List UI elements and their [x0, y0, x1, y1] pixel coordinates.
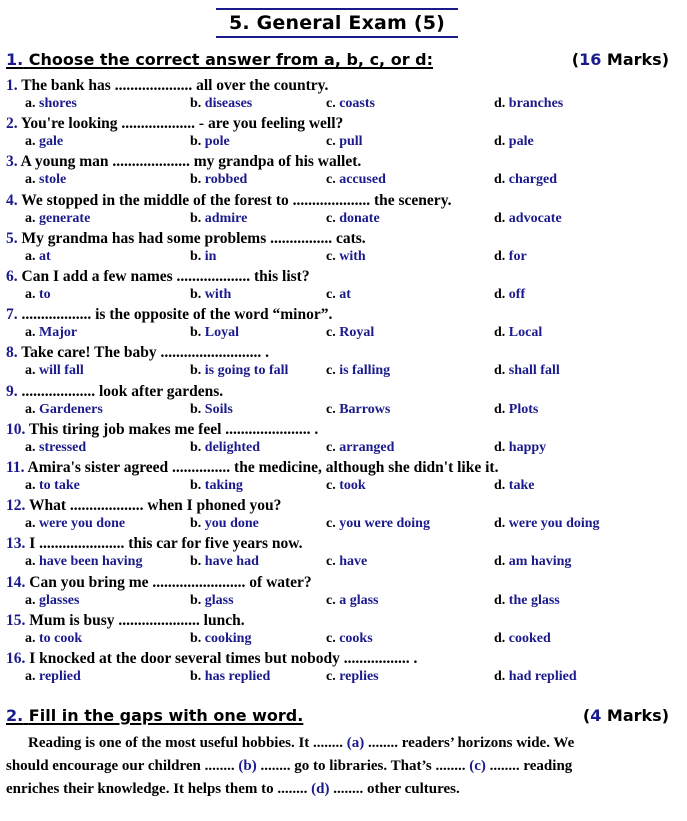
- question-1: [6, 77, 328, 95]
- option-letter: d.: [494, 363, 509, 379]
- question-5: [6, 230, 366, 248]
- options-row: [0, 325, 687, 343]
- option-text: branches: [508, 96, 564, 111]
- option-letter: d.: [494, 669, 509, 684]
- option-c[interactable]: [326, 554, 367, 570]
- option-text: cooks: [339, 630, 373, 646]
- option-text: Major: [39, 325, 78, 341]
- options-row: [0, 669, 687, 687]
- option-d[interactable]: [494, 478, 534, 494]
- option-d[interactable]: [494, 363, 560, 379]
- question-8: [6, 344, 269, 362]
- question-10: [6, 421, 318, 439]
- option-text: pole: [204, 134, 230, 150]
- option-text: Plots: [508, 401, 539, 417]
- question-9: [6, 383, 223, 401]
- options-row: [0, 554, 687, 572]
- option-letter: b.: [190, 630, 205, 646]
- option-b[interactable]: [190, 211, 247, 227]
- question-number: 16.: [6, 650, 26, 667]
- option-text: has replied: [204, 669, 271, 684]
- options-row: [0, 172, 687, 190]
- option-letter: b.: [190, 96, 205, 111]
- cloze-paragraph: [6, 732, 646, 801]
- option-letter: b.: [190, 592, 205, 608]
- option-text: advocate: [508, 210, 562, 226]
- option-text: diseases: [204, 96, 253, 111]
- option-d[interactable]: [494, 325, 542, 341]
- option-letter: b.: [190, 478, 205, 493]
- option-text: generate: [39, 210, 91, 226]
- option-text: pale: [508, 134, 534, 150]
- option-letter: c.: [326, 172, 340, 188]
- option-c[interactable]: [326, 211, 380, 227]
- gap-b: (b): [238, 758, 257, 774]
- question-text: What ................... when I phoned you?: [25, 497, 282, 515]
- option-d[interactable]: [494, 134, 534, 150]
- option-letter: c.: [326, 287, 340, 302]
- option-text: glass: [204, 592, 234, 608]
- question-number: 12.: [6, 497, 26, 515]
- option-b[interactable]: [190, 134, 230, 150]
- option-letter: d.: [494, 592, 509, 608]
- question-6: [6, 268, 310, 286]
- option-text: to cook: [39, 630, 83, 646]
- option-text: the glass: [508, 592, 560, 608]
- paragraph-line-3: enriches their knowledge. It helps them to ........ (d) ........ other cultures.: [6, 781, 460, 797]
- option-text: you were doing: [339, 516, 430, 532]
- option-text: is going to fall: [204, 363, 289, 379]
- option-text: had replied: [508, 669, 577, 684]
- option-text: shall fall: [508, 363, 560, 379]
- option-b[interactable]: [190, 631, 251, 647]
- option-letter: c.: [326, 439, 340, 455]
- option-b[interactable]: [190, 249, 216, 265]
- option-a[interactable]: [25, 402, 103, 418]
- section-1-heading: 1. Choose the correct answer from a, b, c, or d:: [6, 50, 434, 69]
- option-letter: b.: [190, 287, 205, 302]
- option-a[interactable]: [25, 96, 77, 112]
- option-c[interactable]: [326, 669, 379, 685]
- option-c[interactable]: [326, 478, 366, 494]
- exam-title-block: [216, 8, 458, 38]
- question-number: 9.: [6, 382, 18, 400]
- option-letter: d.: [494, 172, 509, 188]
- option-text: admire: [204, 210, 248, 226]
- question-number: 14.: [6, 573, 26, 591]
- option-text: shores: [39, 96, 77, 111]
- option-letter: c.: [326, 134, 340, 150]
- options-row: [0, 96, 687, 114]
- question-number: 1.: [6, 77, 18, 94]
- option-a[interactable]: [25, 325, 77, 341]
- option-text: coasts: [339, 96, 375, 111]
- question-number: 3.: [6, 153, 18, 171]
- option-d[interactable]: [494, 402, 538, 418]
- option-letter: a.: [25, 669, 39, 684]
- option-c[interactable]: [326, 440, 394, 456]
- option-letter: a.: [25, 478, 39, 493]
- option-letter: a.: [25, 210, 39, 226]
- option-text: arranged: [339, 439, 395, 455]
- option-a[interactable]: [25, 478, 80, 494]
- option-letter: d.: [494, 401, 509, 417]
- option-d[interactable]: [494, 249, 527, 265]
- question-number: 5.: [6, 229, 18, 247]
- option-text: will fall: [39, 363, 84, 379]
- option-b[interactable]: [190, 478, 243, 494]
- option-d[interactable]: [494, 631, 551, 647]
- options-row: [0, 249, 687, 267]
- options-row: [0, 478, 687, 496]
- option-text: for: [508, 248, 527, 264]
- option-c[interactable]: [326, 134, 363, 150]
- option-d[interactable]: [494, 211, 562, 227]
- option-text: Soils: [204, 401, 233, 417]
- option-b[interactable]: [190, 516, 259, 532]
- option-text: glasses: [39, 592, 80, 608]
- question-number: 15.: [6, 611, 26, 629]
- option-b[interactable]: [190, 554, 259, 570]
- option-letter: a.: [25, 325, 39, 341]
- option-d[interactable]: [494, 669, 577, 685]
- option-c[interactable]: [326, 631, 373, 647]
- option-letter: b.: [190, 325, 205, 341]
- gap-d: (d): [311, 781, 330, 797]
- option-text: in: [204, 248, 217, 264]
- question-text: My grandma has had some problems ................ cats.: [17, 229, 366, 247]
- option-text: charged: [508, 172, 558, 188]
- option-c[interactable]: [326, 593, 379, 609]
- option-c[interactable]: [326, 287, 351, 303]
- question-text: This tiring job makes me feel ...................... .: [25, 420, 319, 438]
- option-text: a glass: [339, 592, 379, 608]
- option-letter: d.: [494, 325, 509, 341]
- options-row: [0, 440, 687, 458]
- question-2: [6, 115, 343, 133]
- option-letter: c.: [326, 325, 340, 341]
- option-text: donate: [339, 210, 380, 226]
- option-letter: c.: [326, 592, 340, 608]
- option-a[interactable]: [25, 516, 125, 532]
- option-letter: a.: [25, 172, 39, 188]
- option-text: replied: [39, 669, 81, 684]
- option-letter: b.: [190, 516, 205, 532]
- option-text: took: [339, 478, 366, 493]
- option-a[interactable]: [25, 554, 142, 570]
- section-1-header: [6, 50, 669, 72]
- option-b[interactable]: [190, 440, 260, 456]
- question-text: Can I add a few names ................... this list?: [17, 268, 310, 285]
- question-text: The bank has .................... all over the country.: [17, 77, 329, 94]
- option-a[interactable]: [25, 440, 86, 456]
- option-text: cooked: [508, 630, 551, 646]
- option-text: have: [339, 554, 368, 570]
- option-text: accused: [339, 172, 386, 188]
- option-d[interactable]: [494, 287, 525, 303]
- option-letter: a.: [25, 96, 39, 111]
- option-b[interactable]: [190, 402, 233, 418]
- option-letter: a.: [25, 401, 39, 417]
- option-letter: b.: [190, 554, 205, 570]
- question-text: I ...................... this car for five years now.: [25, 535, 303, 553]
- options-row: [0, 593, 687, 611]
- option-letter: d.: [494, 516, 509, 532]
- question-text: ................... look after gardens.: [17, 382, 224, 400]
- option-text: off: [508, 287, 526, 302]
- option-letter: c.: [326, 554, 340, 570]
- option-letter: a.: [25, 134, 39, 150]
- section-2-heading: 2. Fill in the gaps with one word.: [6, 706, 304, 725]
- question-text: Amira's sister agreed ............... the medicine, although she didn't like it.: [24, 459, 499, 476]
- option-letter: d.: [494, 96, 509, 111]
- question-number: 6.: [6, 268, 18, 285]
- question-4: [6, 192, 451, 210]
- question-13: [6, 535, 303, 553]
- option-c[interactable]: [326, 325, 374, 341]
- option-text: robbed: [204, 172, 248, 188]
- gap-a: (a): [346, 735, 365, 751]
- option-text: to: [39, 287, 51, 302]
- option-letter: a.: [25, 287, 39, 302]
- option-letter: a.: [25, 554, 39, 570]
- question-text: Mum is busy ..................... lunch.: [25, 611, 245, 629]
- question-text: Can you bring me ........................ of water?: [25, 573, 312, 591]
- option-letter: b.: [190, 401, 205, 417]
- option-text: to take: [39, 478, 80, 493]
- option-text: happy: [508, 439, 547, 455]
- option-letter: c.: [326, 248, 340, 264]
- option-letter: b.: [190, 172, 205, 188]
- option-text: were you doing: [508, 516, 600, 532]
- paragraph-line-1: Reading is one of the most useful hobbies. It ........ (a) ........ readers’ horizons wide. We: [28, 735, 575, 751]
- question-14: [6, 574, 312, 592]
- option-b[interactable]: [190, 325, 239, 341]
- option-text: Gardeners: [39, 401, 103, 417]
- option-text: stole: [39, 172, 67, 188]
- option-d[interactable]: [494, 172, 557, 188]
- option-letter: b.: [190, 248, 205, 264]
- question-text: A young man .................... my grandpa of his wallet.: [17, 153, 362, 171]
- option-text: gale: [39, 134, 64, 150]
- option-letter: b.: [190, 210, 205, 226]
- option-letter: b.: [190, 669, 205, 684]
- option-letter: d.: [494, 630, 509, 646]
- question-12: [6, 497, 281, 515]
- option-letter: a.: [25, 630, 39, 646]
- option-letter: a.: [25, 363, 39, 379]
- option-b[interactable]: [190, 96, 252, 112]
- option-text: with: [339, 248, 366, 264]
- option-d[interactable]: [494, 96, 563, 112]
- option-text: take: [508, 478, 535, 493]
- option-letter: c.: [326, 630, 340, 646]
- option-letter: d.: [494, 478, 509, 493]
- option-a[interactable]: [25, 134, 63, 150]
- option-a[interactable]: [25, 631, 82, 647]
- question-number: 13.: [6, 535, 26, 553]
- options-row: [0, 211, 687, 229]
- question-number: 11.: [6, 459, 25, 476]
- option-a[interactable]: [25, 363, 84, 379]
- option-text: have been having: [39, 554, 143, 570]
- option-text: is falling: [339, 363, 391, 379]
- question-number: 4.: [6, 191, 18, 209]
- option-text: delighted: [204, 439, 261, 455]
- option-text: Local: [508, 325, 543, 341]
- options-row: [0, 287, 687, 305]
- question-3: [6, 153, 361, 171]
- title-bottom-rule: [216, 36, 458, 38]
- section-1-marks: (16 Marks): [571, 50, 669, 69]
- option-letter: a.: [25, 592, 39, 608]
- option-c[interactable]: [326, 172, 386, 188]
- option-text: pull: [339, 134, 363, 150]
- option-a[interactable]: [25, 211, 90, 227]
- option-c[interactable]: [326, 516, 430, 532]
- title-top-rule: [216, 8, 458, 10]
- paragraph-line-2: should encourage our children ........ (b) ........ go to libraries. That’s ........ (c) ........ reading: [6, 758, 573, 774]
- option-letter: c.: [326, 96, 340, 111]
- options-row: [0, 631, 687, 649]
- question-15: [6, 612, 245, 630]
- question-text: We stopped in the middle of the forest to .................... the scenery.: [17, 191, 452, 209]
- option-letter: b.: [190, 363, 205, 379]
- option-text: Loyal: [204, 325, 240, 341]
- options-row: [0, 134, 687, 152]
- gap-c: (c): [469, 758, 486, 774]
- option-a[interactable]: [25, 172, 66, 188]
- question-text: .................. is the opposite of the word “minor”.: [17, 306, 333, 324]
- option-letter: a.: [25, 248, 39, 264]
- question-number: 8.: [6, 344, 18, 362]
- option-text: have had: [204, 554, 259, 570]
- option-b[interactable]: [190, 669, 270, 685]
- option-letter: c.: [326, 516, 340, 532]
- option-c[interactable]: [326, 96, 375, 112]
- option-text: stressed: [39, 439, 87, 455]
- option-text: cooking: [204, 630, 252, 646]
- section-2-header: [6, 706, 669, 728]
- question-text: I knocked at the door several times but nobody ................. .: [25, 650, 418, 667]
- option-b[interactable]: [190, 593, 234, 609]
- option-a[interactable]: [25, 287, 51, 303]
- option-text: were you done: [39, 516, 126, 532]
- options-row: [0, 516, 687, 534]
- option-text: at: [339, 287, 351, 302]
- option-a[interactable]: [25, 249, 51, 265]
- option-letter: c.: [326, 210, 340, 226]
- question-number: 7.: [6, 306, 18, 324]
- option-d[interactable]: [494, 440, 546, 456]
- option-letter: c.: [326, 363, 340, 379]
- question-text: Take care! The baby .......................... .: [17, 344, 269, 362]
- option-b[interactable]: [190, 363, 288, 379]
- options-row: [0, 402, 687, 420]
- option-text: with: [204, 287, 232, 302]
- option-text: am having: [508, 554, 572, 570]
- question-11: [6, 459, 498, 477]
- option-b[interactable]: [190, 172, 247, 188]
- option-b[interactable]: [190, 287, 231, 303]
- option-d[interactable]: [494, 593, 560, 609]
- option-c[interactable]: [326, 249, 366, 265]
- option-letter: c.: [326, 478, 340, 493]
- option-text: replies: [339, 669, 379, 684]
- option-letter: d.: [494, 134, 509, 150]
- options-row: [0, 363, 687, 381]
- option-letter: b.: [190, 439, 205, 455]
- option-letter: b.: [190, 134, 205, 150]
- option-letter: a.: [25, 439, 39, 455]
- option-d[interactable]: [494, 516, 600, 532]
- exam-title: 5. General Exam (5): [228, 12, 446, 34]
- option-c[interactable]: [326, 363, 390, 379]
- question-number: 2.: [6, 115, 18, 133]
- option-a[interactable]: [25, 593, 79, 609]
- option-text: Barrows: [339, 401, 391, 417]
- option-letter: d.: [494, 439, 509, 455]
- option-text: taking: [204, 478, 243, 493]
- option-letter: c.: [326, 669, 340, 684]
- option-letter: d.: [494, 248, 509, 264]
- option-d[interactable]: [494, 554, 571, 570]
- option-letter: d.: [494, 287, 509, 302]
- option-text: Royal: [339, 325, 375, 341]
- question-7: [6, 306, 332, 324]
- option-text: at: [39, 248, 51, 264]
- section-2-marks: (4 Marks): [582, 706, 669, 725]
- option-letter: c.: [326, 401, 340, 417]
- option-a[interactable]: [25, 669, 81, 685]
- question-number: 10.: [6, 420, 26, 438]
- question-16: [6, 650, 417, 668]
- question-text: You're looking ................... - are you feeling well?: [17, 115, 344, 133]
- option-letter: d.: [494, 554, 509, 570]
- option-letter: a.: [25, 516, 39, 532]
- option-letter: d.: [494, 210, 509, 226]
- option-text: you done: [204, 516, 259, 532]
- option-c[interactable]: [326, 402, 390, 418]
